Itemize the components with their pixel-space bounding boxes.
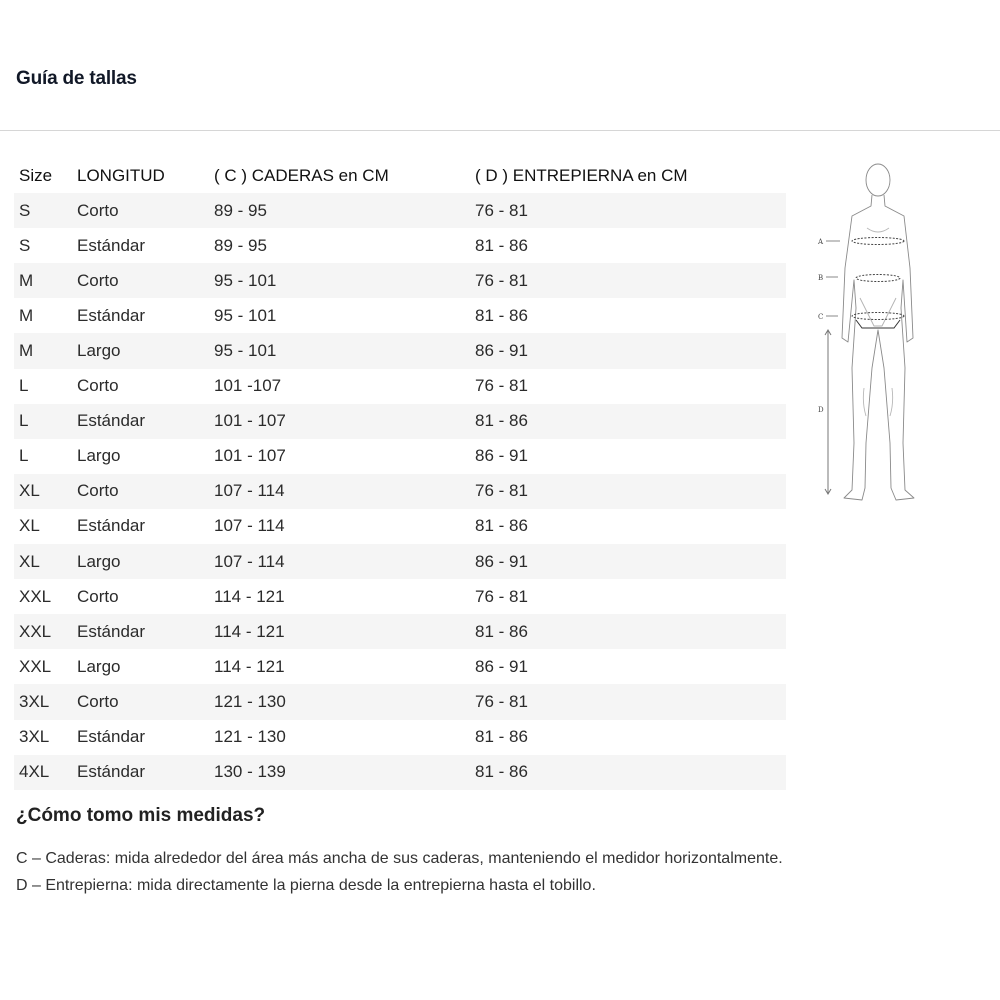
size-chart-table — [14, 158, 786, 790]
cell-size: S — [19, 235, 31, 255]
table-row — [14, 509, 786, 544]
cell-size: XL — [14, 544, 72, 579]
cell-inseam: 81 - 86 — [475, 305, 528, 325]
cell-hips: 89 - 95 — [214, 235, 267, 255]
cell-hips: 114 - 121 — [209, 614, 470, 649]
cell-length: Largo — [72, 333, 209, 368]
cell-size: M — [14, 333, 72, 368]
cell-size: XXL — [19, 656, 52, 676]
cell-hips: 101 - 107 — [214, 446, 286, 466]
cell-size: S — [14, 193, 72, 228]
cell-size: L — [14, 404, 72, 439]
figure-label-c: C — [818, 313, 824, 321]
cell-size: L — [19, 446, 29, 466]
cell-length: Estándar — [77, 516, 146, 536]
cell-inseam: 76 - 81 — [475, 586, 528, 606]
instructions-title: ¿Cómo tomo mis medidas? — [16, 805, 266, 826]
table-row — [14, 720, 786, 755]
table-row — [14, 474, 786, 509]
cell-length: Estándar — [72, 404, 209, 439]
table-row — [14, 649, 786, 684]
cell-inseam: 81 - 86 — [475, 235, 528, 255]
cell-hips: 107 - 114 — [209, 544, 470, 579]
cell-hips: 95 - 101 — [209, 333, 470, 368]
cell-inseam: 86 - 91 — [475, 656, 528, 676]
table-row — [14, 193, 786, 228]
cell-inseam: 76 - 81 — [470, 684, 786, 719]
cell-size: XL — [14, 474, 72, 509]
cell-hips: 114 - 121 — [214, 586, 285, 606]
cell-size: XXL — [19, 586, 52, 606]
cell-hips: 95 - 101 — [214, 305, 277, 325]
table-row — [14, 404, 786, 439]
cell-size: XL — [19, 516, 40, 536]
cell-hips: 107 - 114 — [214, 516, 285, 536]
cell-inseam: 81 - 86 — [475, 516, 528, 536]
header-length: LONGITUD — [77, 165, 165, 185]
table-row — [14, 263, 786, 298]
cell-inseam: 86 - 91 — [470, 544, 786, 579]
header-divider — [0, 130, 1000, 131]
measurement-lines — [825, 238, 904, 495]
table-row — [14, 684, 786, 719]
header-inseam: ( D ) ENTREPIERNA en CM — [475, 165, 688, 185]
cell-length: Corto — [77, 376, 119, 396]
cell-inseam: 81 - 86 — [470, 755, 786, 790]
table-header-row — [14, 158, 786, 193]
cell-size: M — [19, 305, 34, 325]
cell-length: Corto — [77, 586, 119, 606]
cell-inseam: 86 - 91 — [475, 446, 528, 466]
cell-length: Estándar — [77, 235, 146, 255]
table-row — [14, 439, 786, 474]
instruction-hips: C – Caderas: mida alrededor del área más ancha de sus caderas, manteniendo el medidor horizontalmente. — [16, 850, 783, 867]
cell-inseam: 76 - 81 — [470, 474, 786, 509]
cell-size: M — [14, 263, 72, 298]
table-row — [14, 298, 786, 333]
cell-hips: 130 - 139 — [209, 755, 470, 790]
cell-size: 3XL — [14, 684, 72, 719]
cell-hips: 114 - 121 — [214, 656, 285, 676]
cell-length: Estándar — [77, 727, 146, 747]
table-row — [14, 333, 786, 368]
page-title: Guía de tallas — [16, 68, 137, 89]
cell-size: XXL — [14, 614, 72, 649]
cell-length: Largo — [77, 446, 121, 466]
table-row — [14, 614, 786, 649]
instructions-text — [16, 845, 816, 899]
table-row — [14, 755, 786, 790]
cell-length: Corto — [72, 193, 209, 228]
cell-hips: 95 - 101 — [209, 263, 470, 298]
cell-hips: 121 - 130 — [214, 727, 286, 747]
cell-hips: 101 -107 — [214, 376, 282, 396]
cell-inseam: 76 - 81 — [470, 193, 786, 228]
cell-length: Estándar — [72, 755, 209, 790]
cell-hips: 121 - 130 — [209, 684, 470, 719]
cell-length: Estándar — [77, 305, 146, 325]
body-outline — [842, 164, 914, 500]
cell-length: Corto — [72, 474, 209, 509]
cell-size: L — [19, 376, 29, 396]
cell-size: 4XL — [14, 755, 72, 790]
table-row — [14, 369, 786, 404]
cell-inseam: 86 - 91 — [470, 333, 786, 368]
measurement-figure — [812, 158, 942, 508]
table-body — [14, 193, 786, 790]
table-row — [14, 544, 786, 579]
cell-inseam: 76 - 81 — [470, 263, 786, 298]
cell-inseam: 81 - 86 — [475, 727, 528, 747]
cell-inseam: 76 - 81 — [475, 376, 528, 396]
cell-hips: 101 - 107 — [209, 404, 470, 439]
header-size: Size — [19, 165, 53, 185]
cell-size: 3XL — [19, 727, 50, 747]
cell-hips: 107 - 114 — [209, 474, 470, 509]
instruction-inseam: D – Entrepierna: mida directamente la pierna desde la entrepierna hasta el tobillo. — [16, 877, 596, 894]
figure-label-a: A — [818, 238, 824, 246]
table-row — [14, 579, 786, 614]
cell-inseam: 81 - 86 — [470, 614, 786, 649]
cell-hips: 89 - 95 — [209, 193, 470, 228]
figure-label-d: D — [818, 406, 824, 414]
cell-length: Corto — [72, 263, 209, 298]
cell-inseam: 81 - 86 — [470, 404, 786, 439]
header-hips: ( C ) CADERAS en CM — [214, 165, 389, 185]
cell-length: Largo — [77, 656, 121, 676]
table-row — [14, 228, 786, 263]
cell-length: Largo — [72, 544, 209, 579]
cell-length: Estándar — [72, 614, 209, 649]
figure-label-b: B — [818, 274, 824, 282]
cell-length: Corto — [72, 684, 209, 719]
